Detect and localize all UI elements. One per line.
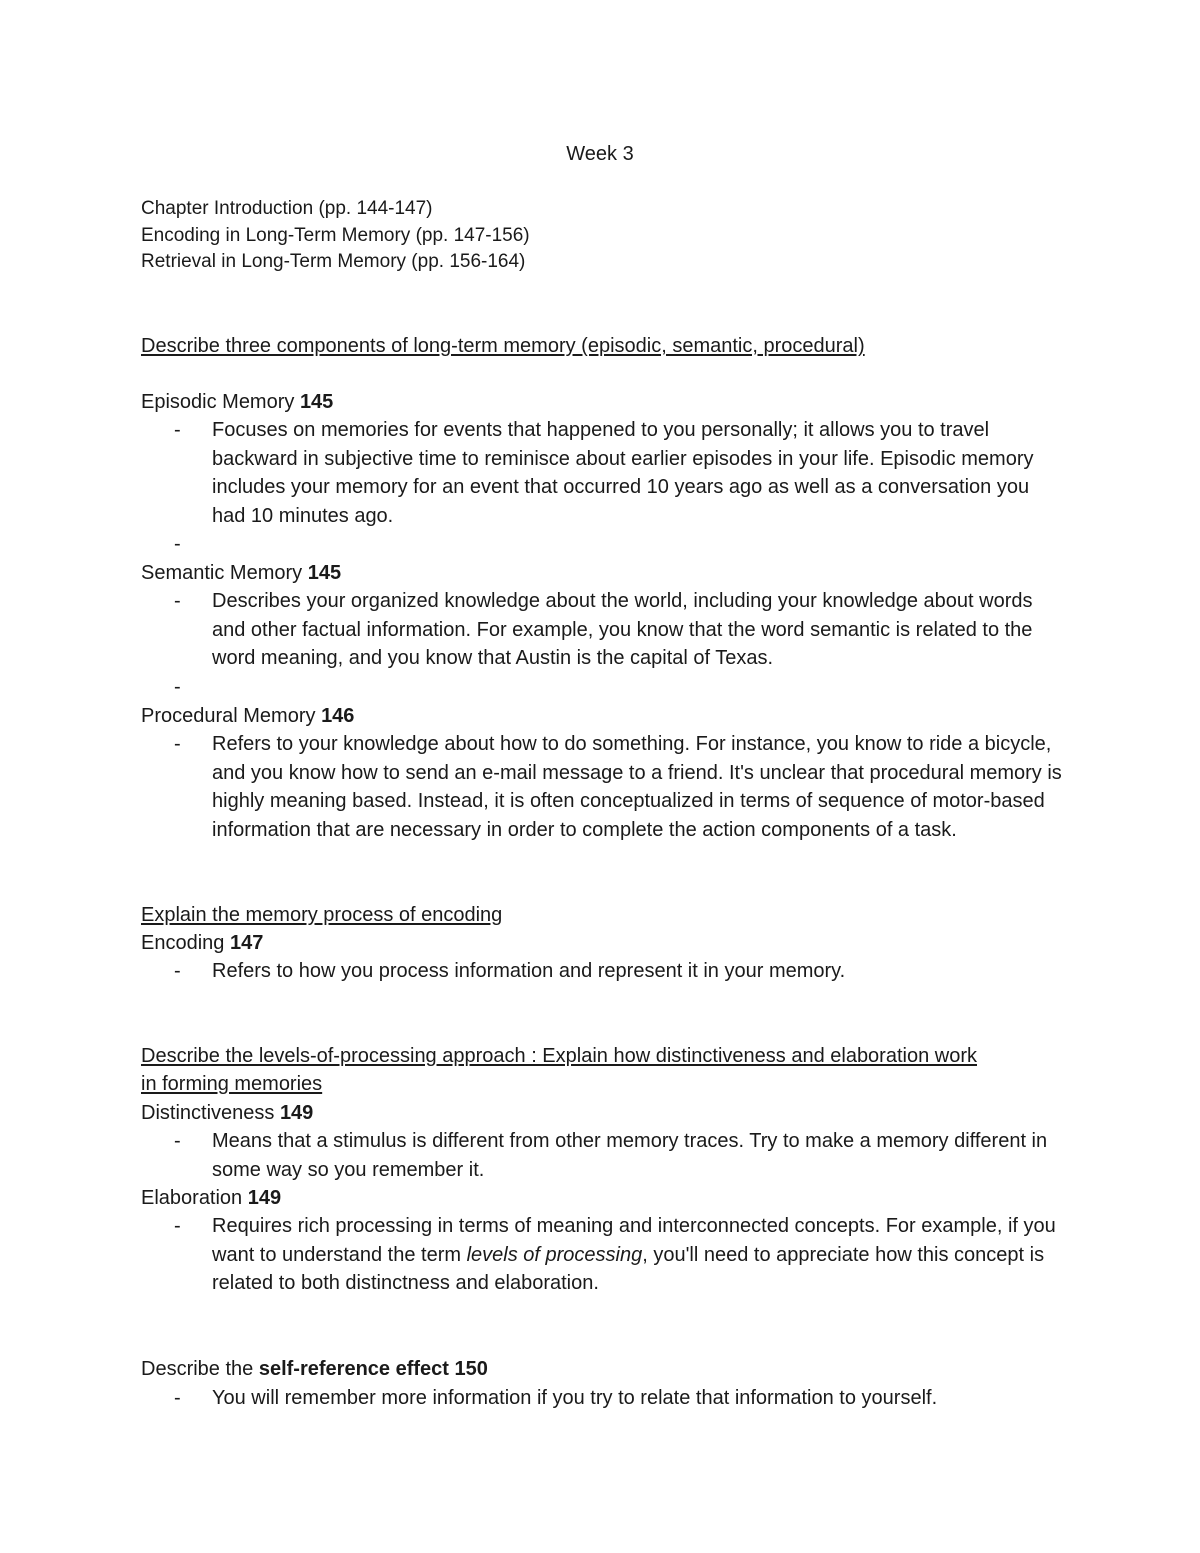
term-label: Procedural Memory — [141, 705, 322, 727]
self-reference-description: You will remember more information if you try to relate that information to yourself. — [212, 1387, 938, 1409]
heading-prefix: Describe the — [141, 1358, 259, 1380]
page-number: 147 — [229, 932, 264, 954]
section-heading-components: Describe three components of long-term memory (episodic, semantic, procedural) — [141, 335, 865, 357]
bullet-dash: - — [174, 1387, 181, 1409]
bullet-dash: - — [174, 590, 181, 612]
page-number: 146 — [321, 705, 355, 727]
episodic-description: Focuses on memories for events that happened to you personally; it allows you to travel backward in subjective time to reminisce about earlier episodes in your life. Episodic memory includes your memory for an event that occurred 10 years ago as well as a conversation you had 10 minutes ago. — [212, 419, 1034, 527]
distinctiveness-description: Means that a stimulus is different from other memory traces. Try to make a memory different in some way so you remember it. — [212, 1130, 1048, 1181]
term-self-reference: self-reference effect 150 — [258, 1358, 488, 1380]
bullet-dash: - — [174, 533, 181, 555]
reading-item: Chapter Introduction (pp. 144-147) — [141, 198, 433, 219]
bullet-dash: - — [174, 676, 181, 698]
term-label: Distinctiveness — [141, 1102, 280, 1124]
term-label: Elaboration — [141, 1187, 248, 1209]
page-number: 145 — [307, 562, 342, 584]
term-procedural — [141, 703, 354, 729]
procedural-description: Refers to your knowledge about how to do something. For instance, you know to ride a bicycle, and you know how to send an e-mail message to a friend. It's unclear that procedural memory is highly meaning based. Instead, it is often conceptualized in terms of sequence of motor-based information that are necessary in order to complete the action components of a task. — [212, 733, 1062, 841]
page-title: Week 3 — [566, 143, 634, 165]
page-number: 149 — [279, 1102, 314, 1124]
reading-item: Encoding in Long-Term Memory (pp. 147-156) — [141, 225, 530, 246]
term-distinctiveness — [141, 1100, 313, 1126]
page-number: 149 — [247, 1187, 282, 1209]
section-heading-self-reference — [141, 1356, 488, 1382]
bullet-dash: - — [174, 733, 181, 755]
bullet-dash: - — [174, 1215, 181, 1237]
term-elaboration — [141, 1185, 281, 1211]
term-label: Encoding — [141, 932, 230, 954]
section-heading-levels-cont: in forming memories — [141, 1073, 323, 1095]
semantic-description: Describes your organized knowledge about the world, including your knowledge about words and other factual information. For example, you know that the word semantic is related to the word meaning, and you know that Austin is the capital of Texas. — [212, 590, 1033, 670]
section-heading-encoding: Explain the memory process of encoding — [141, 904, 503, 926]
term-episodic — [141, 389, 333, 415]
elaboration-text: Requires rich processing in terms of meaning and interconnected concepts. For example, if you want to understand the term — [212, 1215, 1056, 1266]
bullet-dash: - — [174, 419, 181, 441]
term-semantic — [141, 560, 341, 586]
bullet-dash: - — [174, 960, 181, 982]
term-label: Episodic Memory — [141, 391, 300, 413]
bullet-dash: - — [174, 1130, 181, 1152]
italic-term: levels of processing — [466, 1243, 643, 1266]
elaboration-text-end: , you'll need to appreciate how this concept is related to both distinctness and elaboration. — [212, 1243, 1045, 1295]
encoding-description: Refers to how you process information and represent it in your memory. — [212, 960, 846, 982]
section-heading-levels: Describe the levels-of-processing approach : Explain how distinctiveness and elaboration work — [141, 1045, 977, 1067]
term-encoding — [141, 930, 263, 956]
reading-item: Retrieval in Long-Term Memory (pp. 156-164) — [141, 251, 526, 272]
term-label: Semantic Memory — [141, 562, 308, 584]
elaboration-description — [212, 1212, 1062, 1298]
page-number: 145 — [299, 391, 334, 413]
